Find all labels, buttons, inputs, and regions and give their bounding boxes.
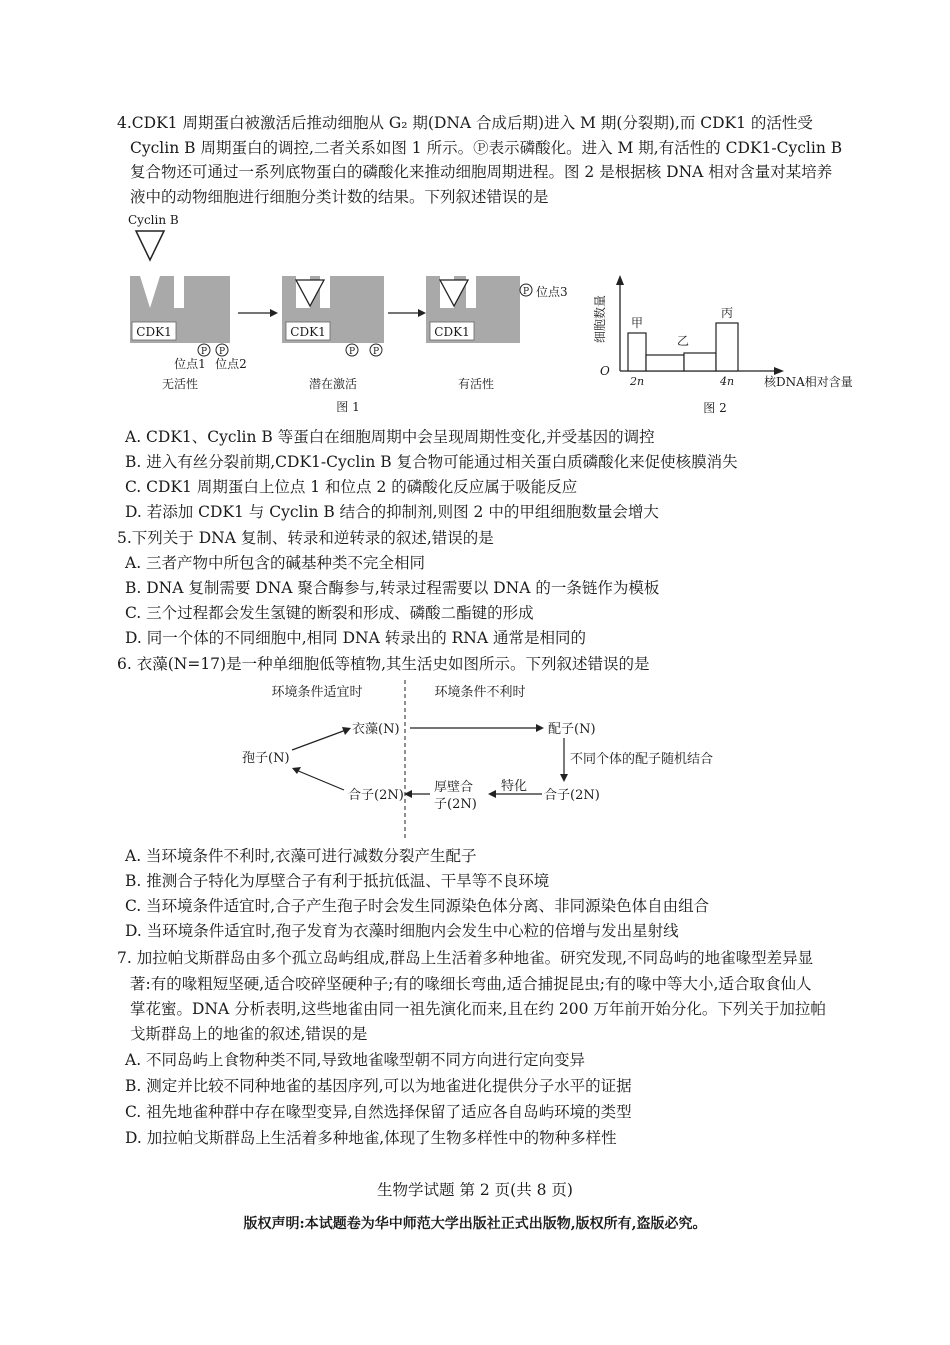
q5-option-d: D. 同一个体的不同细胞中,相同 DNA 转录出的 RNA 通常是相同的 (125, 629, 586, 647)
bar-yi (684, 353, 716, 371)
label-yi: 乙 (676, 334, 690, 348)
q6-option-a: A. 当环境条件不利时,衣藻可进行减数分裂产生配子 (125, 847, 477, 865)
node-hezi-left: 合子(2N) (348, 788, 404, 803)
header-favorable: 环境条件适宜时 (271, 685, 363, 700)
state-active: 有活性 (457, 377, 495, 391)
q6-option-c: C. 当环境条件适宜时,合子产生孢子时会发生同源染色体分离、非同源染色体自由组合 (125, 897, 710, 915)
header-unfavorable: 环境条件不利时 (434, 685, 526, 700)
q7-stem-line: 戈斯群岛上的地雀的叙述,错误的是 (130, 1025, 368, 1043)
arrow-left-icon (404, 790, 412, 798)
q4-option-a: A. CDK1、Cyclin B 等蛋白在细胞周期中会呈现周期性变化,并受基因的调控 (125, 428, 655, 446)
arrow-icon (292, 767, 301, 774)
site3-label: 位点3 (536, 285, 568, 299)
bar-jia (628, 333, 646, 371)
arrow-right-icon (536, 724, 544, 732)
combine-label: 不同个体的配子随机结合 (570, 752, 714, 767)
site2-label: 位点2 (215, 357, 247, 371)
q7-stem-line: 7. 加拉帕戈斯群岛由多个孤立岛屿组成,群岛上生活着多种地雀。研究发现,不同岛屿的地雀喙型差异显 (117, 949, 814, 967)
q5-option-c: C. 三个过程都会发生氢键的断裂和形成、磷酸二酯键的形成 (125, 604, 534, 622)
figure-2-ylabel: 细胞数量 (593, 294, 607, 343)
q4-option-d: D. 若添加 CDK1 与 Cyclin B 结合的抑制剂,则图 2 中的甲组细胞数量会增大 (125, 503, 659, 521)
cyclin-b-triangle (136, 231, 164, 260)
p-symbol: P (522, 287, 530, 297)
p-symbol: P (372, 347, 380, 357)
q4-stem-line: Cyclin B 周期蛋白的调控,二者关系如图 1 所示。Ⓟ表示磷酸化。进入 M 期,有活性的 CDK1-Cyclin B (130, 139, 843, 157)
cdk1-label: CDK1 (136, 325, 172, 339)
tick-4n: 4n (719, 375, 735, 388)
q4-stem-line: 液中的动物细胞进行细胞分类计数的结果。下列叙述错误的是 (130, 188, 549, 206)
q4-stem-line: 4.CDK1 周期蛋白被激活后推动细胞从 G₂ 期(DNA 合成后期)进入 M 期(分裂期),而 CDK1 的活性受 (117, 114, 813, 132)
page-footer: 生物学试题 第 2 页(共 8 页) (377, 1181, 573, 1199)
p-symbol: P (200, 347, 208, 357)
q4-stem-line: 复合物还可通过一系列底物蛋白的磷酸化来推动细胞周期进程。图 2 是根据核 DNA 相对含量对某培养 (130, 163, 833, 181)
q5-option-b: B. DNA 复制需要 DNA 聚合酶参与,转录过程需要以 DNA 的一条链作为模板 (125, 579, 660, 597)
figure-2 (590, 275, 860, 420)
q4-option-b: B. 进入有丝分裂前期,CDK1-Cyclin B 复合物可能通过相关蛋白质磷酸化来促使核膜消失 (125, 453, 738, 471)
q5-stem: 5.下列关于 DNA 复制、转录和逆转录的叙述,错误的是 (117, 529, 494, 547)
q6-option-d: D. 当环境条件适宜时,孢子发育为衣藻时细胞内会发生中心粒的倍增与发出星射线 (125, 922, 679, 940)
figure-1 (120, 208, 590, 418)
node-houbi-hezi-2: 子(2N) (434, 797, 477, 812)
node-baozi: 孢子(N) (242, 751, 290, 766)
node-peizi: 配子(N) (548, 722, 596, 737)
node-houbi-hezi: 厚壁合 (434, 780, 474, 795)
site1-label: 位点1 (174, 357, 206, 371)
figure-1-caption: 图 1 (336, 400, 360, 414)
label-jia: 甲 (630, 316, 644, 330)
q5-option-a: A. 三者产物中所包含的碱基种类不完全相同 (125, 554, 426, 572)
q6-stem: 6. 衣藻(N=17)是一种单细胞低等植物,其生活史如图所示。下列叙述错误的是 (117, 655, 650, 673)
q7-option-b: B. 测定并比较不同种地雀的基因序列,可以为地雀进化提供分子水平的证据 (125, 1077, 632, 1095)
arrow-up-icon (616, 275, 624, 285)
state-inactive: 无活性 (161, 377, 199, 391)
q7-option-a: A. 不同岛屿上食物种类不同,导致地雀喙型朝不同方向进行定向变异 (125, 1051, 585, 1069)
cyclin-b-label: Cyclin B (128, 213, 179, 227)
chlamydomonas-life-cycle-diagram (230, 678, 750, 843)
node-yizao: 衣藻(N) (352, 722, 400, 737)
tick-2n: 2n (629, 375, 645, 388)
arrow-down-icon (560, 774, 568, 782)
q6-option-b: B. 推测合子特化为厚壁合子有利于抵抗低温、干旱等不良环境 (125, 872, 550, 890)
arrow-right-icon (774, 367, 784, 375)
copyright-notice: 版权声明:本试题卷为华中师范大学出版社正式出版物,版权所有,盗版必究。 (243, 1216, 707, 1232)
p-symbol: P (218, 347, 226, 357)
arrow-right-icon (418, 309, 426, 317)
q7-option-d: D. 加拉帕戈斯群岛上生活着多种地雀,体现了生物多样性中的物种多样性 (125, 1129, 617, 1147)
arrow-left-icon (488, 790, 496, 798)
q7-stem-line: 著:有的喙粗短坚硬,适合咬碎坚硬种子;有的喙细长弯曲,适合捕捉昆虫;有的喙中等大小,适合取食仙人 (130, 975, 812, 993)
figure-2-xlabel: 核DNA相对含量 (764, 375, 853, 389)
origin-label: O (600, 364, 610, 378)
figure-2-caption: 图 2 (703, 401, 727, 415)
q4-option-c: C. CDK1 周期蛋白上位点 1 和位点 2 的磷酸化反应属于吸能反应 (125, 478, 578, 496)
q7-option-c: C. 祖先地雀种群中存在喙型变异,自然选择保留了适应各自岛屿环境的类型 (125, 1103, 632, 1121)
bar-yi (646, 355, 684, 371)
cdk1-label: CDK1 (434, 325, 470, 339)
q7-stem-line: 掌花蜜。DNA 分析表明,这些地雀由同一祖先演化而来,且在约 200 万年前开始分化。下列关于加拉帕 (130, 1000, 826, 1018)
state-potential: 潜在激活 (308, 377, 358, 391)
bar-bing (716, 323, 738, 371)
p-symbol: P (348, 347, 356, 357)
tehua-label: 特化 (500, 779, 528, 794)
node-hezi-right: 合子(2N) (544, 788, 600, 803)
label-bing: 丙 (720, 306, 734, 320)
arrow-right-icon (270, 309, 278, 317)
cdk1-label: CDK1 (290, 325, 326, 339)
